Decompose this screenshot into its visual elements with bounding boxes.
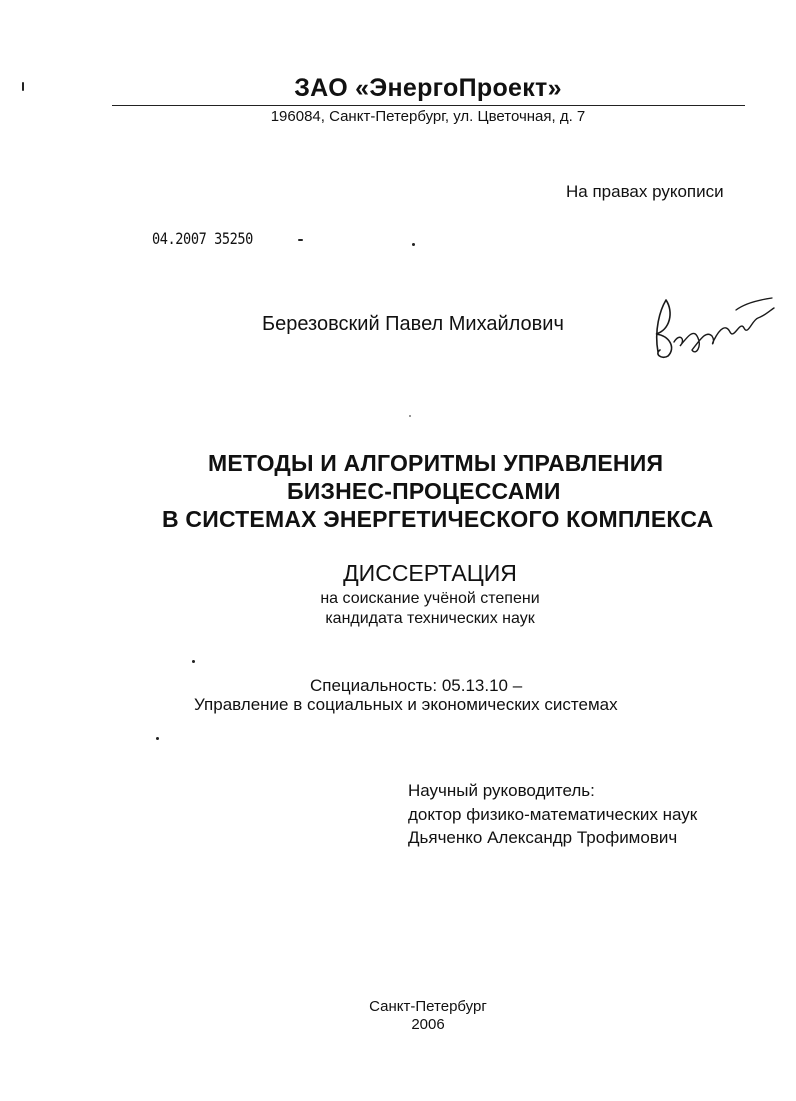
specialty-label: Специальность: 05.13.10 – bbox=[310, 676, 523, 695]
registry-stamp-number: 04.2007 35250 bbox=[152, 229, 253, 248]
organization-address: 196084, Санкт-Петербург, ул. Цветочная, д. 7 bbox=[270, 108, 586, 125]
advisor-degree: доктор физико-математических наук bbox=[408, 805, 698, 824]
organization-name: ЗАО «ЭнергоПроект» bbox=[294, 74, 562, 102]
scan-speck bbox=[409, 415, 411, 417]
scan-speck bbox=[298, 239, 303, 241]
year: 2006 bbox=[411, 1016, 445, 1033]
specialty-description: Управление в социальных и экономических системах bbox=[194, 695, 618, 714]
dissertation-title-line-1: МЕТОДЫ И АЛГОРИТМЫ УПРАВЛЕНИЯ bbox=[208, 450, 664, 476]
scan-speck bbox=[156, 737, 159, 740]
advisor-label: Научный руководитель: bbox=[408, 781, 595, 800]
scan-speck bbox=[192, 660, 195, 663]
scan-speck bbox=[22, 82, 24, 91]
degree-line-2: кандидата технических наук bbox=[325, 610, 535, 627]
manuscript-note: На правах рукописи bbox=[566, 182, 724, 201]
header-divider bbox=[112, 105, 745, 106]
city: Санкт-Петербург bbox=[369, 998, 487, 1015]
dissertation-title-line-3: В СИСТЕМАХ ЭНЕРГЕТИЧЕСКОГО КОМПЛЕКСА bbox=[162, 506, 714, 532]
scan-speck bbox=[412, 243, 415, 246]
author-signature bbox=[640, 290, 780, 370]
advisor-name: Дьяченко Александр Трофимович bbox=[408, 828, 678, 847]
degree-line-1: на соискание учёной степени bbox=[320, 590, 540, 607]
dissertation-title-line-2: БИЗНЕС-ПРОЦЕССАМИ bbox=[287, 478, 561, 504]
author-name: Березовский Павел Михайлович bbox=[262, 313, 564, 335]
document-type: ДИССЕРТАЦИЯ bbox=[343, 560, 517, 586]
